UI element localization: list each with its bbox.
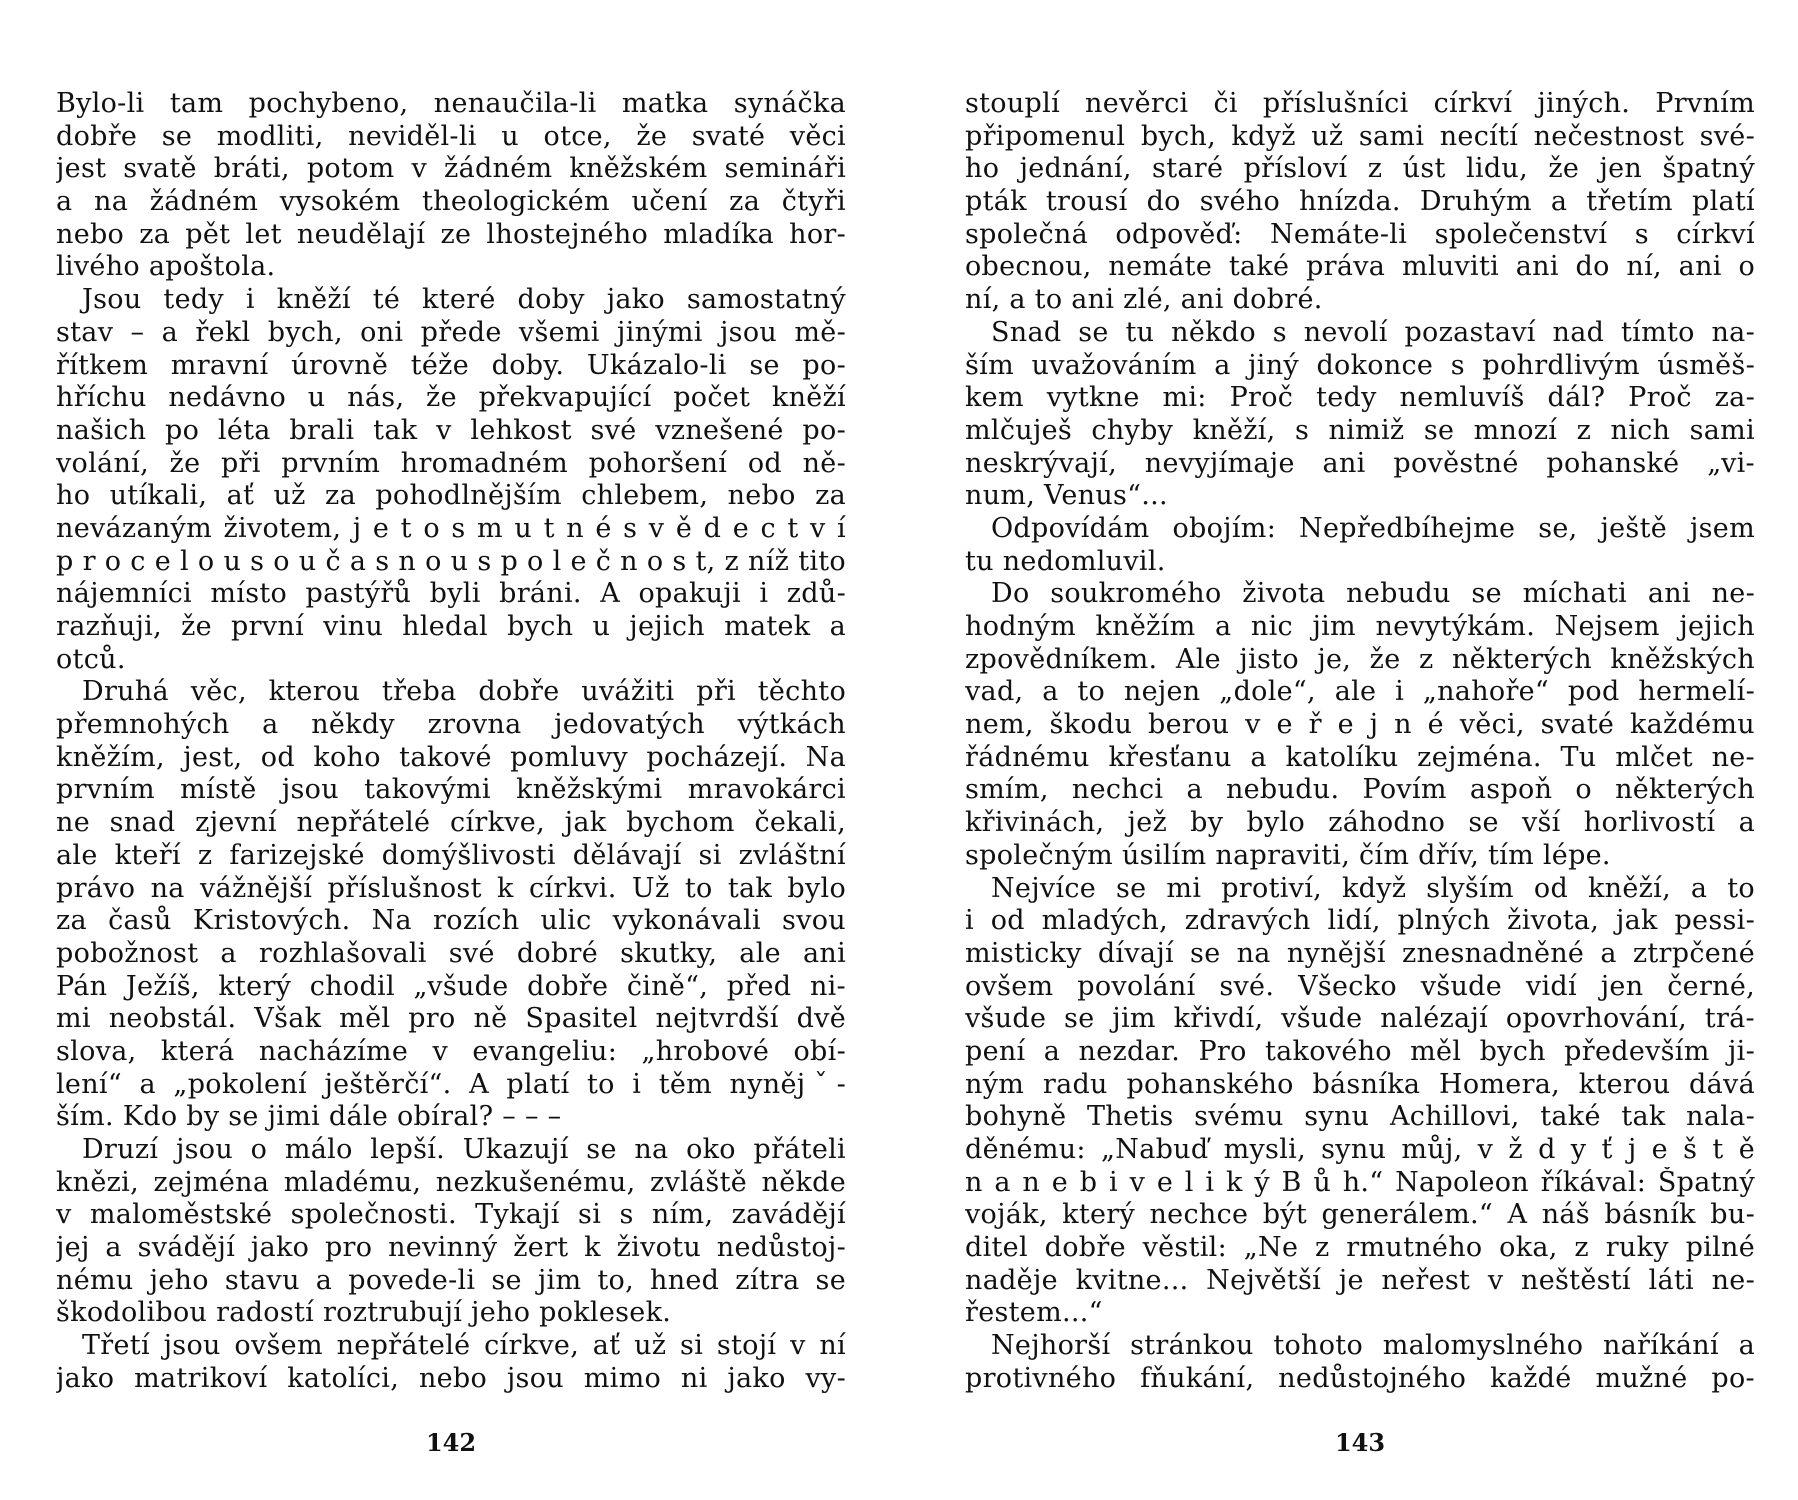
text-line: ho utíkali, ať už za pohodlnějším chlebem, nebo za [56, 480, 846, 512]
text-line: naděje kvitne... Největší je neřest v neštěstí láti ne- [965, 1264, 1755, 1296]
text-line: razňuji, že první vinu hledal bych u jejich matek a [56, 611, 846, 642]
text-line: ovšem povolání své. Všecko všude vidí jen černé, [965, 970, 1755, 1002]
text-line: pták trousí do svého hnízda. Druhým a třetím platí [965, 186, 1755, 218]
text-line: nájemníci místo pastýřů byli bráni. A opakuji i zdů- [56, 578, 846, 610]
left-page [56, 88, 866, 1488]
text-line: Do soukromého života nebudu se míchati ani ne- [991, 578, 1755, 610]
text-line: zpovědníkem. Ale jisto je, že z některých kněžských [965, 643, 1755, 675]
text-line: Snad se tu někdo s nevolí pozastaví nad tímto na- [991, 316, 1755, 348]
text-line: přemnohých a někdy zrovna jedovatých výtkách [56, 709, 846, 741]
text-line: slova, která nacházíme v evangeliu: „hrobové obí- [56, 1035, 846, 1067]
text-line: křivinách, jež by bylo záhodno se vší horlivostí a [965, 807, 1755, 839]
text-line: právo na vážnější příslušnost k církvi. Už to tak bylo [56, 872, 846, 904]
text-line: ale kteří z farizejské domýšlivosti dělávají si zvláštní [56, 839, 846, 871]
text-line: nebo za pět let neudělají ze lhostejného mladíka hor- [56, 218, 846, 250]
text-line: Nejhorší stránkou tohoto malomyslného naříkání a [991, 1330, 1755, 1362]
text-line: protivného fňukání, nedůstojného každé mužné po- [965, 1362, 1755, 1394]
text-line: ho jednání, staré přísloví z úst lidu, že jen špatný [965, 153, 1755, 185]
text-line: num, Venus“... [965, 480, 1168, 512]
text-line: vad, a to nejen „dole“, ale i „nahoře“ pod hermelí- [965, 676, 1755, 708]
text-line: p r o c e l o u s o u č a s n o u s p o l e č n o s t, z níž tito [56, 545, 846, 577]
text-line: našich po léta brali tak v lehkost své vznešené po- [56, 414, 846, 446]
text-line: Odpovídám obojím: Nepředbíhejme se, ještě jsem [991, 512, 1755, 544]
left-page-text [56, 88, 846, 1396]
text-line: ní, a to ani zlé, ani dobré. [965, 284, 1323, 316]
text-line: řestem...“ [965, 1297, 1103, 1329]
text-line: Jsou tedy i kněží té které doby jako samostatný [82, 284, 846, 316]
text-line: Druzí jsou o málo lepší. Ukazují se na oko přáteli [82, 1134, 846, 1165]
text-line: mi neobstál. Však měl pro ně Spasitel nejtvrdší dvě [56, 1003, 846, 1035]
text-line: stav – a řekl bych, oni přede všemi jinými jsou mě- [56, 316, 846, 348]
text-line: misticky dívají se na nynější znesnadněné a ztrpčené [965, 937, 1755, 969]
text-line: společná odpověď: Nemáte-li společenství s církví [965, 218, 1755, 250]
text-line: stouplí nevěrci či příslušníci církví jiných. Prvním [965, 88, 1755, 119]
text-line: Druhá věc, kterou třeba dobře uvážiti při těchto [82, 676, 846, 708]
right-page-text [965, 88, 1755, 1396]
text-line: otců. [56, 643, 126, 675]
text-line: jako matrikoví katolíci, nebo jsou mimo ni jako vy- [56, 1362, 846, 1394]
text-line: společným úsilím napraviti, čím dřív, tím lépe. [965, 839, 1611, 871]
text-line: nem, škodu berou v e ř e j n é věci, svaté každému [965, 709, 1755, 741]
page-number: 142 [425, 1428, 477, 1457]
text-line: v maloměstské společnosti. Tykají si s ním, zavádějí [56, 1199, 846, 1231]
text-line: připomenul bych, když už sami necítí nečestnost své- [965, 120, 1755, 152]
page-number: 143 [1334, 1428, 1386, 1457]
text-line: dobře se modliti, neviděl-li u otce, že svaté věci [56, 120, 846, 152]
text-line: hodným kněžím a nic jim nevytýkám. Nejsem jejich [965, 611, 1755, 642]
text-line: ným radu pohanského básníka Homera, kterou dává [965, 1068, 1755, 1100]
text-line: hříchu nedávno u nás, že překvapující počet kněží [56, 382, 846, 414]
text-line: pení a nezdar. Pro takového měl bych především ji- [965, 1035, 1755, 1067]
text-line: jest svatě bráti, potom v žádném kněžském semináři [56, 153, 846, 185]
text-line: děnému: „Nabuď mysli, synu můj, v ž d y ť j e š t ě [965, 1134, 1755, 1165]
text-line: kem vytkne mi: Proč tedy nemluvíš dál? Proč za- [965, 382, 1755, 414]
text-line: prvním místě jsou takovými kněžskými mravokárci [56, 774, 846, 806]
text-line: mlčuješ chyby kněží, s nimiž se mnozí z nich sami [965, 414, 1755, 446]
text-line: ším uvažováním a jiný dokonce s pohrdlivým úsměš- [965, 349, 1755, 381]
text-line: řítkem mravní úrovně téže doby. Ukázalo-li se po- [56, 349, 846, 381]
text-line: bohyně Thetis svému synu Achillovi, také tak nala- [965, 1101, 1755, 1133]
text-line: ne snad zjevní nepřátelé církve, jak bychom čekali, [56, 807, 846, 839]
text-line: voják, který nechce být generálem.“ A náš básník bu- [965, 1199, 1755, 1231]
text-line: tu nedomluvil. [965, 545, 1166, 577]
text-line: Třetí jsou ovšem nepřátelé církve, ať už si stojí v ní [82, 1330, 846, 1362]
text-line: ším. Kdo by se jimi dále obíral? – – – [56, 1101, 562, 1133]
text-line: Pán Ježíš, který chodil „všude dobře čině“, před ni- [56, 970, 846, 1002]
text-line: neskrývají, nevyjímaje ani pověstné pohanské „vi- [965, 447, 1755, 479]
text-line: Bylo-li tam pochybeno, nenaučila-li matka synáčka [56, 88, 846, 119]
right-page [965, 88, 1775, 1488]
text-line: škodolibou radostí roztrubují jeho poklesek. [56, 1297, 672, 1329]
text-line: nému jeho stavu a povede-li se jim to, hned zítra se [56, 1264, 846, 1296]
text-line: livého apoštola. [56, 251, 276, 283]
text-line: nevázaným životem, j e t o s m u t n é s v ě d e c t v í [56, 512, 846, 544]
text-line: n a n e b i v e l i k ý B ů h.“ Napoleon říkával: Špatný [965, 1166, 1755, 1198]
text-line: smím, nechci a nebudu. Povím aspoň o některých [965, 774, 1755, 806]
text-line: ditel dobře věstil: „Ne z rmutného oka, z ruky pilné [965, 1232, 1755, 1264]
text-line: Nejvíce se mi protiví, když slyším od kněží, a to [991, 872, 1755, 904]
text-line: lení“ a „pokolení ještěrčí“. A platí to i těm nynějˇ- [56, 1068, 846, 1100]
text-line: kněžím, jest, od koho takové pomluvy pocházejí. Na [56, 741, 846, 773]
text-line: za časů Kristových. Na rozích ulic vykonávali svou [56, 905, 846, 937]
text-line: volání, že při prvním hromadném pohoršení od ně- [56, 447, 846, 479]
text-line: knězi, zejména mladému, nezkušenému, zvláště někde [56, 1166, 846, 1198]
text-line: řádnému křesťanu a katolíku zejména. Tu mlčet ne- [965, 741, 1755, 773]
text-line: a na žádném vysokém theologickém učení za čtyři [56, 186, 846, 218]
text-line: jej a svádějí jako pro nevinný žert k životu nedůstoj- [56, 1232, 846, 1264]
text-line: i od mladých, zdravých lidí, plných života, jak pessi- [965, 905, 1755, 937]
text-line: pobožnost a rozhlašovali své dobré skutky, ale ani [56, 937, 846, 969]
text-line: obecnou, nemáte také práva mluviti ani do ní, ani o [965, 251, 1755, 283]
text-line: všude se jim křivdí, všude nalézají opovrhování, trá- [965, 1003, 1755, 1035]
